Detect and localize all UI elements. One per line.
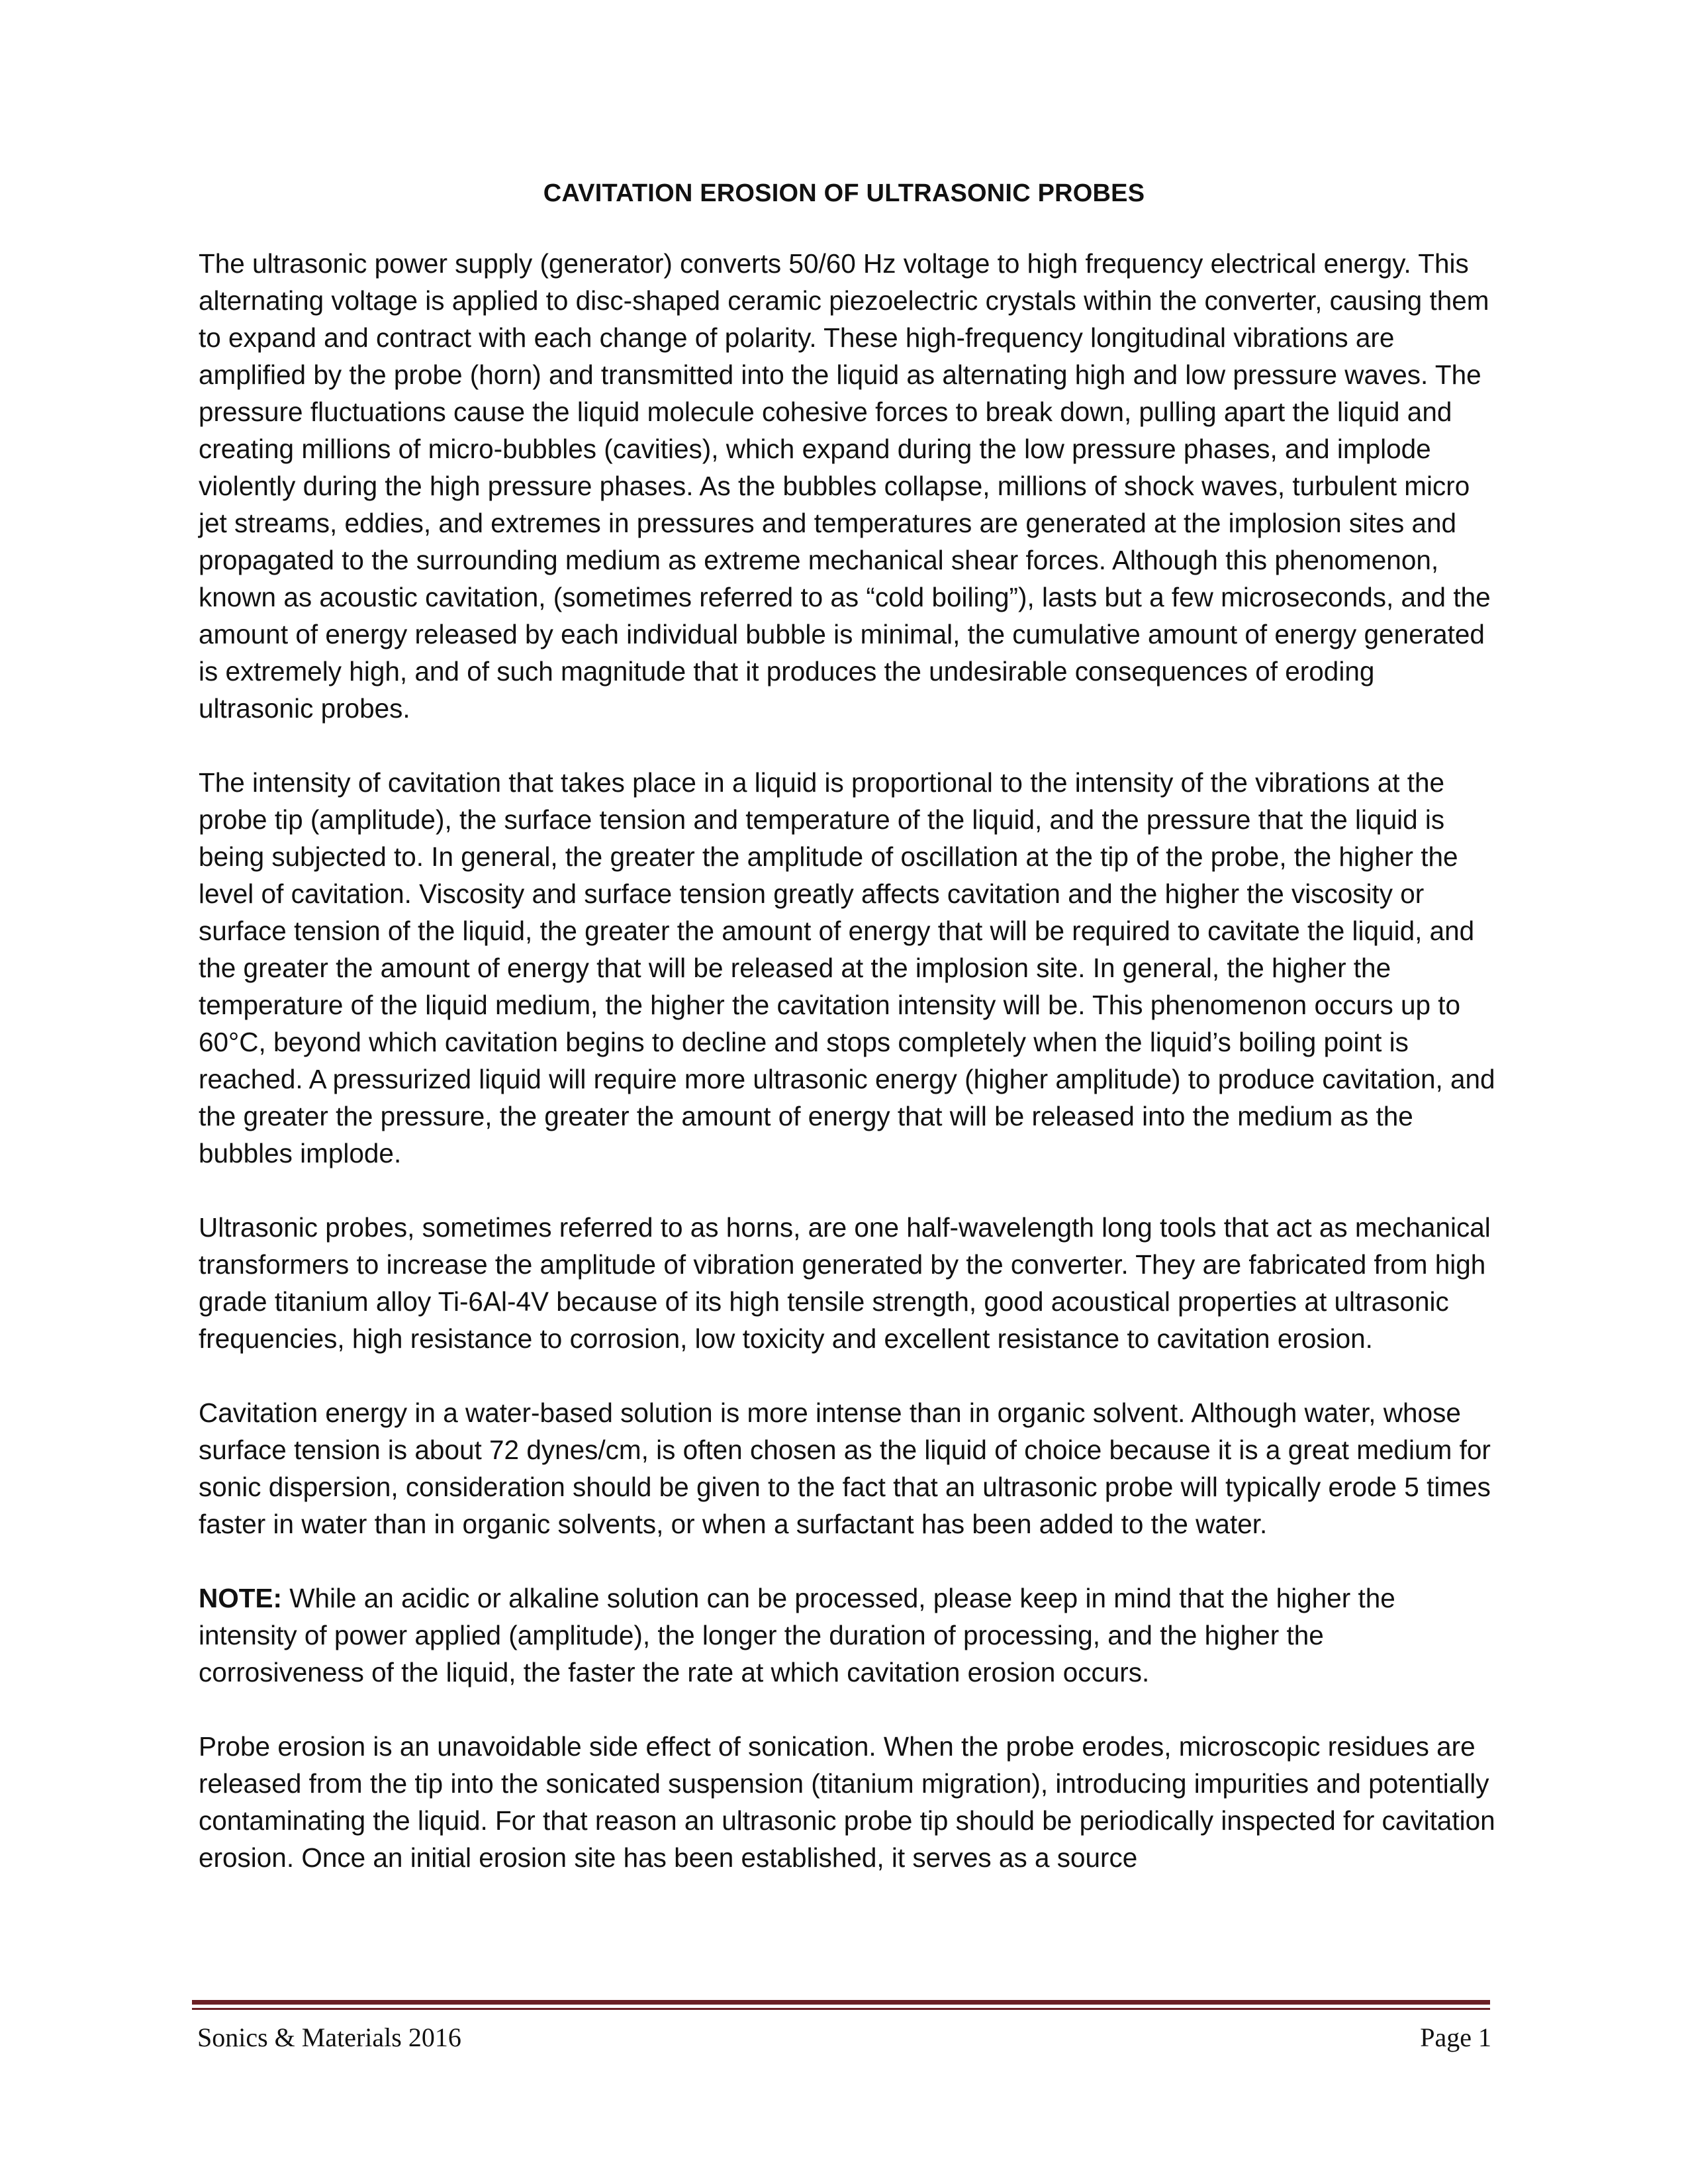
paragraph-water-solution: Cavitation energy in a water-based solution is more intense than in organic solvent. Although water, whose surface tension is about 72 dynes/cm, is often chosen as the liquid of choice because it is a great medium for sonic dispersion, consideration should be given to the fact that an ultrasonic probe will typically erode 5 times faster in water than in organic solvents, or when a surfactant has been added to the water.: [199, 1398, 1491, 1539]
paragraph-ultrasonic-probes: Ultrasonic probes, sometimes referred to as horns, are one half-wavelength long tools that act as mechanical transformers to increase the amplitude of vibration generated by the converter. They are fabricated from high grade titanium alloy Ti-6Al-4V because of its high tensile strength, good acoustical properties at ultrasonic frequencies, high resistance to corrosion, low toxicity and excellent resistance to cavitation erosion.: [199, 1212, 1491, 1354]
footer-company-year: Sonics & Materials 2016: [197, 2022, 461, 2052]
paragraph-cavitation-intensity: The intensity of cavitation that takes place in a liquid is proportional to the intensity of the vibrations at the probe tip (amplitude), the surface tension and temperature of the liquid, and the pressure that the liquid is being subjected to. In general, the greater the amplitude of oscillation at the tip of the probe, the higher the level of cavitation. Viscosity and surface tension greatly affects cavitation and the higher the viscosity or surface tension of the liquid, the greater the amount of energy that will be required to cavitate the liquid, and the greater the amount of energy that will be released at the implosion site. In general, the higher the temperature of the liquid medium, the higher the cavitation intensity will be. This phenomenon occurs up to 60°C, beyond which cavitation begins to decline and stops completely when the liquid’s boiling point is reached. A pressurized liquid will require more ultrasonic energy (higher amplitude) to produce cavitation, and the greater the pressure, the greater the amount of energy that will be released into the medium as the bubbles implode.: [199, 767, 1495, 1168]
footer-rule-thick: [192, 2000, 1490, 2005]
document-title: CAVITATION EROSION OF ULTRASONIC PROBES: [543, 179, 1145, 207]
note-paragraph: [199, 1580, 1496, 1691]
note-text: While an acidic or alkaline solution can be processed, please keep in mind that the higher the intensity of power applied (amplitude), the longer the duration of processing, and the higher the corrosiveness of the liquid, the faster the rate at which cavitation erosion occurs.: [199, 1583, 1395, 1687]
note-label: NOTE:: [199, 1583, 282, 1613]
footer-page-number: Page 1: [1420, 2022, 1491, 2052]
paragraph-power-supply: The ultrasonic power supply (generator) converts 50/60 Hz voltage to high frequency electrical energy. This alternating voltage is applied to disc-shaped ceramic piezoelectric crystals within the converter, causing them to expand and contract with each change of polarity. These high-frequency longitudinal vibrations are amplified by the probe (horn) and transmitted into the liquid as alternating high and low pressure waves. The pressure fluctuations cause the liquid molecule cohesive forces to break down, pulling apart the liquid and creating millions of micro-bubbles (cavities), which expand during the low pressure phases, and implode violently during the high pressure phases. As the bubbles collapse, millions of shock waves, turbulent micro jet streams, eddies, and extremes in pressures and temperatures are generated at the implosion sites and propagated to the surrounding medium as extreme mechanical shear forces. Although this phenomenon, known as acoustic cavitation, (sometimes referred to as “cold boiling”), lasts but a few microseconds, and the amount of energy released by each individual bubble is minimal, the cumulative amount of energy generated is extremely high, and of such magnitude that it produces the undesirable consequences of eroding ultrasonic probes.: [199, 248, 1491, 724]
paragraph-probe-erosion: Probe erosion is an unavoidable side effect of sonication. When the probe erodes, microscopic residues are released from the tip into the sonicated suspension (titanium migration), introducing impurities and potentially contaminating the liquid. For that reason an ultrasonic probe tip should be periodically inspected for cavitation erosion. Once an initial erosion site has been established, it serves as a source: [199, 1731, 1495, 1873]
footer-rule-thin: [192, 2008, 1490, 2010]
document-body: [199, 245, 1496, 1913]
